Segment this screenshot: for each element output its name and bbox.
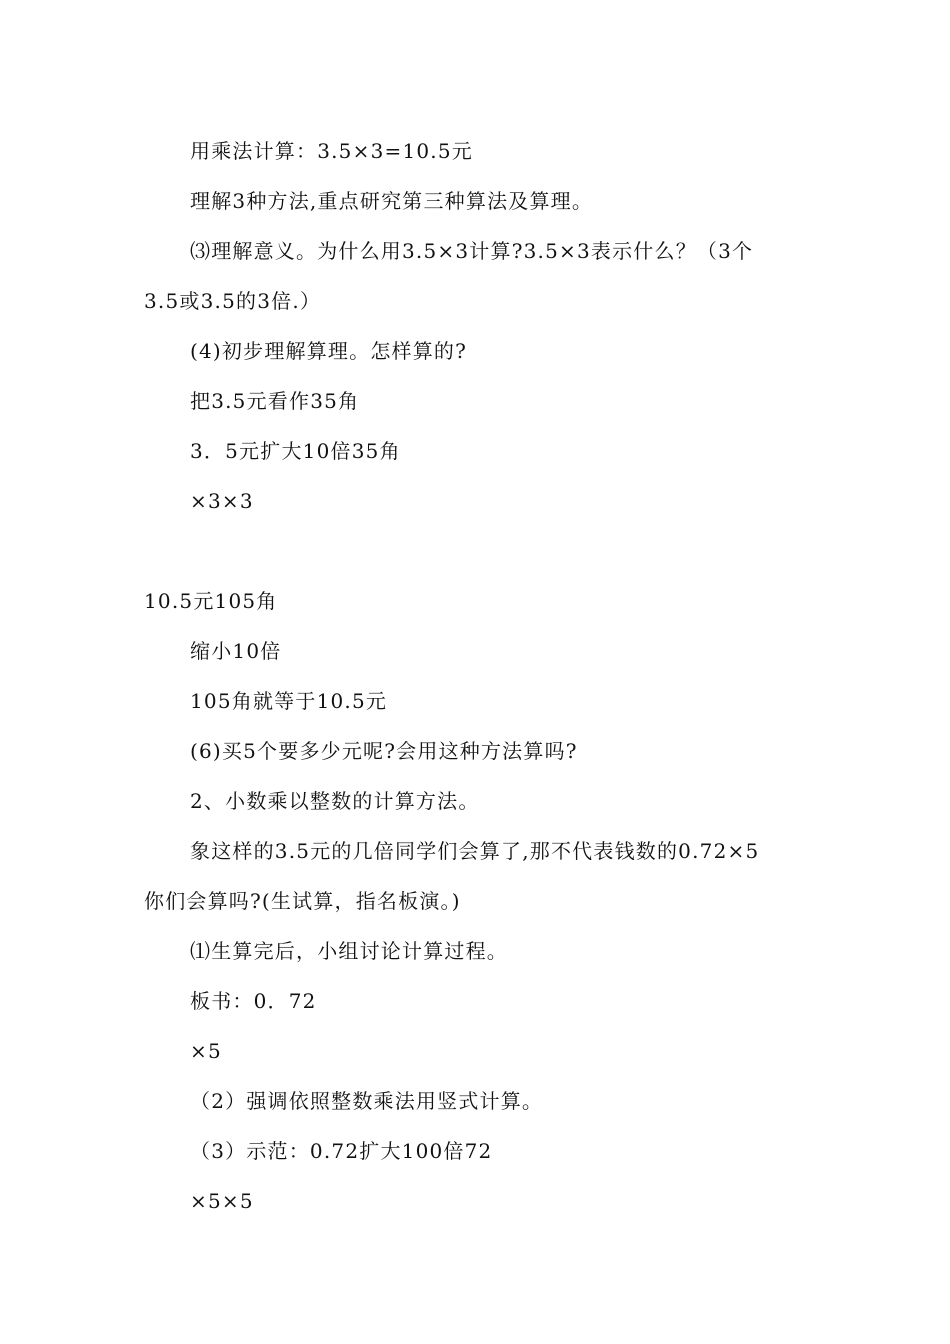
text-line: 你们会算吗?(生试算，指名板演。) <box>144 889 461 913</box>
text-line: （2）强调依照整数乘法用竖式计算。 <box>190 1089 544 1113</box>
text-line: ⑶理解意义。为什么用3.5×3计算?3.5×3表示什么？（3个 <box>190 239 754 263</box>
text-line: 10.5元105角 <box>144 589 278 613</box>
text-line: （3）示范：0.72扩大100倍72 <box>190 1139 493 1163</box>
text-line: 板书：0．72 <box>190 989 317 1013</box>
text-line: 把3.5元看作35角 <box>190 389 360 413</box>
text-line: 象这样的3.5元的几倍同学们会算了,那不代表钱数的0.72×5 <box>190 839 760 863</box>
text-line: 3．5元扩大10倍35角 <box>190 439 401 463</box>
text-line: 3.5或3.5的3倍.） <box>144 289 322 313</box>
text-line: ×3×3 <box>190 489 254 513</box>
text-line: 105角就等于10.5元 <box>190 689 388 713</box>
text-line: 用乘法计算：3.5×3=10.5元 <box>190 139 473 163</box>
text-line: 理解3种方法,重点研究第三种算法及算理。 <box>190 189 594 213</box>
text-line: (4)初步理解算理。怎样算的? <box>190 339 468 363</box>
text-line: ×5×5 <box>190 1189 254 1213</box>
text-line: 2、小数乘以整数的计算方法。 <box>190 789 480 813</box>
text-line: ⑴生算完后，小组讨论计算过程。 <box>190 939 508 963</box>
text-line: 缩小10倍 <box>190 639 282 663</box>
text-line: (6)买5个要多少元呢?会用这种方法算吗? <box>190 739 578 763</box>
text-line: ×5 <box>190 1039 222 1063</box>
